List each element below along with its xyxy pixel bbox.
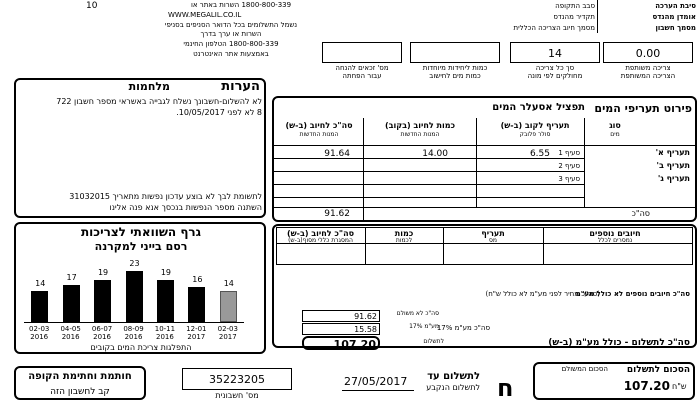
total-consumption-box	[510, 42, 600, 63]
notes-line-2: 8 לא לפני 10/05/2017.	[176, 108, 262, 117]
chart-x-tick: 06-07 2016	[91, 325, 113, 342]
chart-xlabel: התפלגות צריכת המים בקובים	[90, 343, 192, 352]
tariff-row-1-qty: 14.00	[422, 149, 448, 159]
col-qty-sub: המנות החדשות	[400, 131, 440, 138]
total-consumption-sublabel: מחולקים לפי מונה	[527, 72, 583, 80]
due-date-sublabel: לתשלום הנקבע	[426, 383, 480, 392]
tariff-row-1-type: תעריף א'	[655, 148, 690, 157]
total-consumption-label: סך כל צריכה	[535, 64, 575, 72]
cashier-stamp-sub: קב לחשבון הזה	[50, 387, 110, 397]
chart-x-tick: 10-11 2016	[154, 325, 176, 342]
col-type-sub: מים	[610, 131, 620, 138]
chart-x-tick: 04-05 2016	[60, 325, 81, 342]
tariff-row-1-total: 91.64	[324, 149, 350, 159]
amount-due-currency: ש"ח	[672, 382, 687, 391]
special-units-sublabel: כמות מים לחישוב	[429, 72, 481, 80]
vat-box	[302, 323, 380, 335]
chart-x-tick: 08-09 2016	[123, 325, 144, 342]
tariff-row-2-sub: סעיף 2	[558, 162, 580, 170]
edge-char: 10	[86, 1, 98, 11]
extra-col-qty-sub: לכמות	[395, 237, 413, 244]
extra-col-type-sub: נמסרים לכלל	[597, 237, 633, 244]
tariff-row-1-sub: סעיף 1	[558, 149, 580, 157]
header-row-1-value: סבב התקופה	[555, 2, 595, 10]
chart-bar-label: 23	[129, 259, 140, 269]
shared-consumption-box	[603, 42, 693, 63]
extra-col-qty: כמות	[394, 229, 414, 238]
col-qty-header: כמות לחיוב (בקוב)	[384, 121, 456, 130]
internet-payment: באמצעות אתר האינטרנט	[193, 50, 269, 58]
chart-title: גרף השוואתי לצריכות	[80, 225, 202, 239]
shared-consumption-sublabel: הצריכה המשותפת	[620, 72, 676, 80]
chart-bar	[31, 291, 48, 322]
tariff-row-2-type: תעריף ב'	[656, 161, 690, 170]
tariff-row-3-sub: סעיף 3	[558, 175, 580, 183]
notes-line-1: לא להשלום-חשבונך נשלח לגבייה באשראי מספר חשבון 722	[56, 97, 262, 106]
chart-bar	[220, 291, 237, 322]
amount-due-value: 107.20	[623, 379, 670, 393]
notes-gap-line-1: לתשומת לבך לא בוצע עדכון נפשות מתאריך 31032015	[69, 192, 262, 201]
grand-total-value: 107.20	[333, 338, 376, 351]
free-phone: 1800-800-339 הטלפון החינמי	[183, 40, 279, 48]
total-before-vat-box	[302, 310, 380, 322]
due-date: 27/05/2017	[344, 375, 408, 388]
extra-col-rate: תעריף	[481, 229, 505, 238]
chart-bar	[63, 285, 80, 322]
notes-title: הערות	[221, 79, 260, 94]
header-row-3-label: מסמך חשבון	[655, 24, 696, 32]
chart-bar-label: 14	[35, 279, 46, 289]
extra-col-total: סה"כ לחיוב (ב-ש)	[286, 229, 355, 238]
col-rate-sub: סולר פלובק	[519, 131, 551, 138]
service-phone: 1800-800-339 השרות באתר או	[190, 1, 292, 9]
col-total-sub: המנות החדשות	[299, 131, 339, 138]
chart-bar	[188, 287, 205, 322]
due-date-label: לתשלום עד	[427, 371, 480, 382]
cashier-stamp-label: חותמת וחתימת הקופה	[28, 371, 132, 382]
header-row-1-label: סיבת הערכה	[655, 2, 696, 10]
tariff-row-3-type: תעריף ג'	[657, 174, 690, 183]
chart-bar	[157, 280, 174, 322]
chart-bar-label: 16	[192, 274, 203, 284]
notes-gap-line-2: השתנה מספר הנפשות בנכסך אנא פנה אלינו	[109, 203, 262, 212]
discount-eligible-box	[322, 42, 402, 63]
grand-total-label: לתשלום	[423, 338, 444, 345]
chart-subtitle: רסם בייני למקרנה	[94, 240, 188, 253]
total-consumption-value: 14	[548, 47, 562, 60]
tariffs-total-label: סה"כ	[631, 209, 650, 218]
invoice-number-box	[182, 368, 292, 390]
vat-label: מע"מ 17%	[409, 323, 439, 330]
chart-bar-label: 19	[97, 268, 109, 278]
tariff-row-1-rate: 6.55	[529, 149, 550, 159]
extra-vat-note: (סה"כ מחיר לפני מע"מ לא כולל ש"ח)	[485, 290, 600, 298]
chart-x-tick: 12-01 2017	[186, 325, 207, 342]
header-row-2-value: תקדיר מהנדס	[553, 13, 595, 21]
col-total-header: סה"כ לחיוב (ב-ש)	[285, 121, 353, 130]
payment-line-2: השרות או ערך בדרך	[200, 30, 262, 38]
total-before-vat: 91.62	[354, 312, 377, 321]
vat-rate-label: סה"כ מע"מ 17%	[436, 324, 490, 332]
col-type-header: סוג	[609, 121, 621, 130]
chart-bar-label: 19	[160, 268, 172, 278]
header-row-2-label: אומדן מהנדס	[652, 13, 696, 21]
chart-plot	[24, 254, 244, 354]
discount-eligible-label: מס' זכאים להנחה	[335, 64, 389, 72]
payment-line-1: נשמל התשלומים בכל הדואר הסניפים בסניפי	[164, 21, 298, 29]
website-link[interactable]: WWW.MEGALIL.CO.IL	[168, 11, 242, 19]
chart-bar	[126, 271, 143, 322]
shared-consumption-value: 0.00	[635, 47, 661, 60]
shared-consumption-label: צריכה משותפת	[625, 64, 671, 72]
final-total-label: סה"כ לתשלום - כולל מע"מ (ב-ש)	[548, 338, 690, 348]
extra-col-total-sub: המסגרת כללי מסוף(ב-ש)	[288, 237, 353, 244]
col-rate-header: תעריף לקוב (ב-ש)	[500, 121, 570, 130]
tariffs-title: פירוט תעריפי המים	[594, 102, 692, 115]
chart-x-tick: 02-03 2016	[29, 325, 50, 342]
amount-due-label: הסכום לתשלום	[626, 365, 690, 375]
invoice-number-label: מס' חשבונית	[215, 391, 259, 400]
chart-bar-label: 17	[66, 272, 77, 282]
total-before-vat-label: סה"כ לא משולם	[396, 310, 439, 317]
bank-logo-icon: ח	[497, 374, 514, 400]
notes-subtitle: מלחמות	[128, 80, 170, 93]
extra-sum-label: סה"כ חיובים נוספים לא כולל מע"מ	[575, 290, 690, 298]
vat-value: 15.58	[354, 325, 377, 334]
chart-x-axis	[24, 322, 244, 323]
discount-eligible-sublabel: עבור הפחתה	[342, 72, 382, 80]
chart-bar-label: 14	[223, 279, 234, 289]
tariffs-subtitle: תפציל אסעלר המים	[492, 102, 585, 113]
special-units-box	[410, 42, 500, 63]
chart-bar	[94, 280, 111, 322]
grand-total-box	[302, 336, 380, 350]
header-row-3-value: מסמך חיוב הצריכה הכללית	[513, 24, 595, 32]
chart-x-tick: 02-03 2017	[217, 325, 238, 342]
extra-col-type: חיובים נוספים	[589, 229, 641, 238]
extra-col-rate-sub: מס	[489, 237, 497, 244]
special-units-label: כמות ליחידות מיוחדות	[422, 64, 488, 72]
amount-paid-label: הסכום המשולם	[561, 365, 608, 373]
tariffs-total-value: 91.62	[324, 209, 350, 219]
invoice-number: 35223205	[209, 373, 265, 386]
